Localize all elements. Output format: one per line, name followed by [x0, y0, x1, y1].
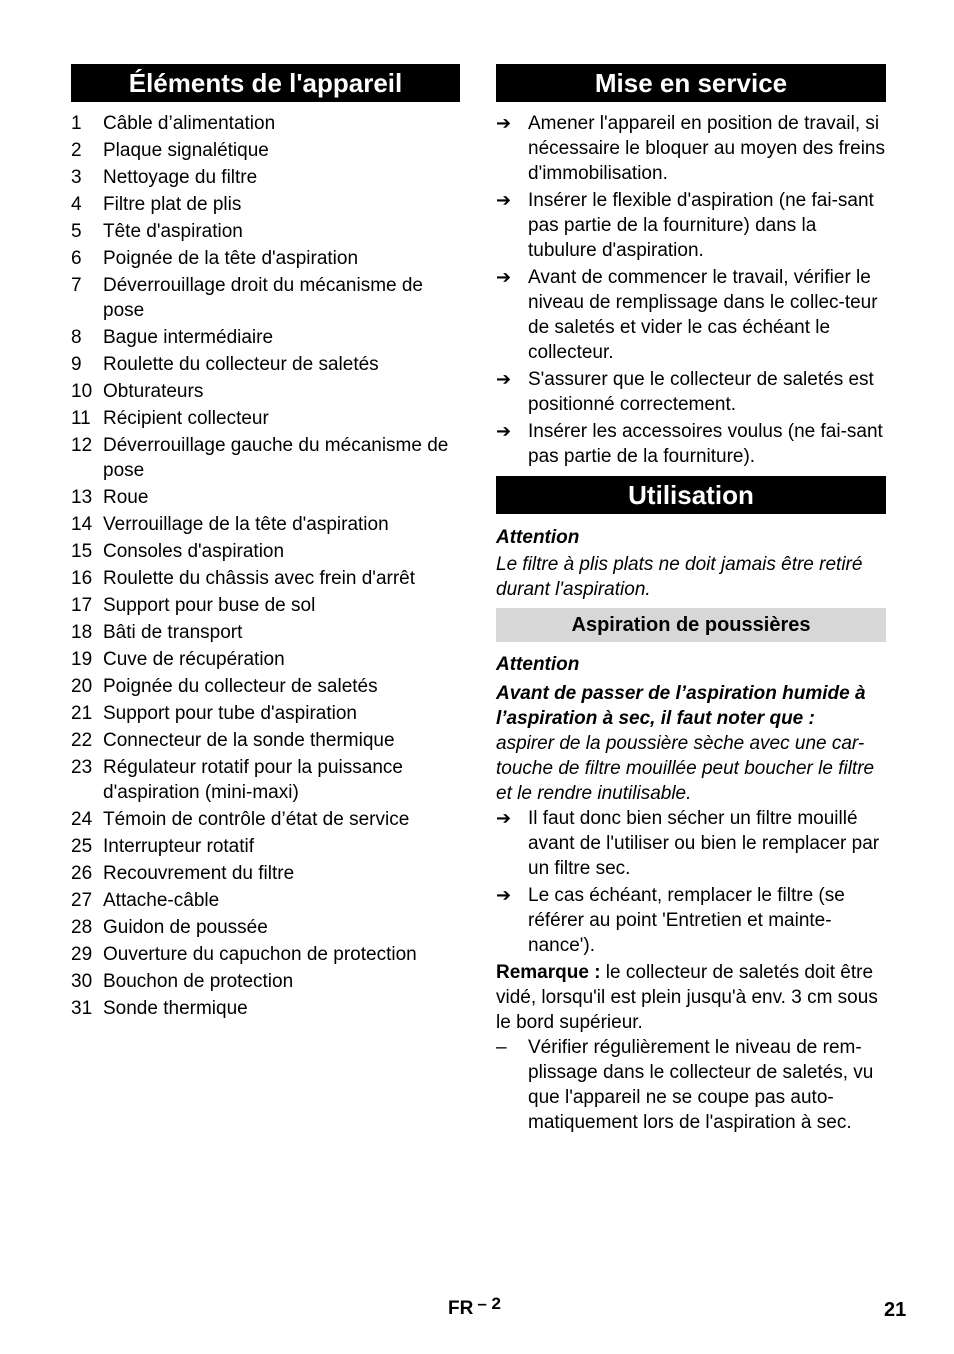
- step-text: Insérer le flexible d'aspiration (ne fai-sant pas partie de la fourniture) dans la tubulure d'aspiration.: [528, 190, 874, 261]
- list-item-number: 3: [71, 167, 82, 188]
- attention-label-2: Attention: [496, 654, 580, 675]
- step-item: [496, 188, 886, 263]
- list-item-label: Attache-câble: [103, 890, 220, 911]
- list-item-number: 11: [71, 408, 91, 429]
- left-column: [71, 64, 460, 1023]
- attention-text-1: Le filtre à plis plats ne doit jamais être retiré durant l'aspiration.: [496, 554, 863, 600]
- list-item: [71, 165, 460, 190]
- list-item-number: 12: [71, 435, 93, 456]
- list-item-label: Roulette du châssis avec frein d'arrêt: [103, 568, 416, 589]
- list-item: [71, 807, 460, 832]
- list-item-number: 27: [71, 890, 93, 911]
- list-item-label: Déverrouillage gauche du mécanisme de pose: [103, 435, 449, 481]
- list-item: [71, 647, 460, 672]
- list-item: [71, 915, 460, 940]
- list-item: [71, 566, 460, 591]
- list-item-label: Bague intermédiaire: [103, 327, 274, 348]
- list-item-number: 21: [71, 703, 93, 724]
- list-item: [71, 593, 460, 618]
- dash-list: [496, 1035, 886, 1135]
- list-item-label: Bâti de transport: [103, 622, 243, 643]
- step-item: [496, 806, 886, 881]
- list-item: [71, 352, 460, 377]
- list-item-number: 18: [71, 622, 93, 643]
- footer-lang: FR: [448, 1298, 474, 1319]
- list-item: [71, 246, 460, 271]
- list-item: [71, 674, 460, 699]
- list-item: [71, 620, 460, 645]
- list-item: [71, 379, 460, 404]
- attention-label-1: Attention: [496, 527, 580, 548]
- arrow-right-icon: ➔: [496, 190, 512, 210]
- list-item-label: Déverrouillage droit du mécanisme de pose: [103, 275, 423, 321]
- list-item-number: 7: [71, 275, 82, 296]
- arrow-right-icon: ➔: [496, 267, 512, 287]
- step-item: [496, 883, 886, 958]
- step-text: Le cas échéant, remplacer le filtre (se référer au point 'Entretien et mainte-nance').: [528, 885, 845, 956]
- step-item: [496, 111, 886, 186]
- list-item-number: 28: [71, 917, 93, 938]
- list-item-label: Connecteur de la sonde thermique: [103, 730, 395, 751]
- list-item-number: 17: [71, 595, 93, 616]
- remark-text: le collecteur de saletés doit être vidé, lorsqu'il est plein jusqu'à env. 3 cm sous le bord supérieur.: [496, 962, 878, 1033]
- dash-marker: –: [496, 1037, 507, 1058]
- list-item-number: 8: [71, 327, 82, 348]
- step-item: [496, 265, 886, 365]
- list-item-label: Bouchon de protection: [103, 971, 294, 992]
- list-item-number: 14: [71, 514, 93, 535]
- step-item: [496, 367, 886, 417]
- arrow-right-icon: ➔: [496, 808, 512, 828]
- arrow-right-icon: ➔: [496, 369, 512, 389]
- list-item-label: Régulateur rotatif pour la puissance d'aspiration (mini-maxi): [103, 757, 403, 803]
- section-title-mise-en-service: Mise en service: [496, 64, 886, 102]
- section-title-utilisation: Utilisation: [496, 476, 886, 514]
- list-item-label: Obturateurs: [103, 381, 204, 402]
- parts-list: [71, 111, 460, 1021]
- list-item-label: Support pour tube d'aspiration: [103, 703, 357, 724]
- list-item: [71, 406, 460, 431]
- list-item-number: 5: [71, 221, 82, 242]
- attention-bold-text-2: Avant de passer de l’aspiration humide à l’aspiration à sec, il faut noter que :: [496, 683, 866, 729]
- list-item-number: 9: [71, 354, 82, 375]
- list-item-number: 29: [71, 944, 93, 965]
- list-item-label: Câble d’alimentation: [103, 113, 276, 134]
- list-item-number: 26: [71, 863, 93, 884]
- list-item-number: 4: [71, 194, 82, 215]
- list-item-label: Verrouillage de la tête d'aspiration: [103, 514, 389, 535]
- dash-item: [496, 1035, 886, 1135]
- step-item: [496, 419, 886, 469]
- step-text: Il faut donc bien sécher un filtre mouillé avant de l'utiliser ou bien le remplacer par un filtre sec.: [528, 808, 880, 879]
- list-item-number: 6: [71, 248, 82, 269]
- right-column: [496, 64, 886, 1137]
- list-item-label: Témoin de contrôle d’état de service: [103, 809, 410, 830]
- list-item: [71, 942, 460, 967]
- list-item-number: 31: [71, 998, 93, 1019]
- list-item-label: Nettoyage du filtre: [103, 167, 258, 188]
- list-item: [71, 996, 460, 1021]
- list-item-number: 19: [71, 649, 93, 670]
- list-item-label: Interrupteur rotatif: [103, 836, 255, 857]
- list-item-label: Consoles d'aspiration: [103, 541, 285, 562]
- list-item-number: 25: [71, 836, 93, 857]
- list-item: [71, 539, 460, 564]
- step-text: S'assurer que le collecteur de saletés est positionné correctement.: [528, 369, 874, 415]
- list-item-number: 13: [71, 487, 93, 508]
- list-item-number: 16: [71, 568, 93, 589]
- list-item-label: Cuve de récupération: [103, 649, 285, 670]
- list-item-label: Plaque signalétique: [103, 140, 269, 161]
- list-item-number: 20: [71, 676, 93, 697]
- list-item: [71, 192, 460, 217]
- list-item-label: Support pour buse de sol: [103, 595, 316, 616]
- list-item: [71, 888, 460, 913]
- list-item: [71, 512, 460, 537]
- list-item-label: Roulette du collecteur de saletés: [103, 354, 379, 375]
- arrow-right-icon: ➔: [496, 421, 512, 441]
- list-item: [71, 728, 460, 753]
- list-item: [71, 219, 460, 244]
- mise-en-service-steps: [496, 111, 886, 469]
- step-text: Amener l'appareil en position de travail, si nécessaire le bloquer au moyen des freins d'immobilisation.: [528, 113, 885, 184]
- list-item-label: Tête d'aspiration: [103, 221, 243, 242]
- list-item-number: 24: [71, 809, 93, 830]
- list-item-label: Ouverture du capuchon de protection: [103, 944, 417, 965]
- list-item-number: 2: [71, 140, 82, 161]
- section-title-elements: Éléments de l'appareil: [71, 64, 460, 102]
- list-item-number: 10: [71, 381, 93, 402]
- list-item: [71, 433, 460, 483]
- list-item: [71, 861, 460, 886]
- list-item-label: Sonde thermique: [103, 998, 248, 1019]
- list-item-label: Récipient collecteur: [103, 408, 269, 429]
- attention-text-2: aspirer de la poussière sèche avec une car-touche de filtre mouillée peut boucher le filtre et le rendre inutilisable.: [496, 733, 875, 804]
- remark-label: Remarque :: [496, 962, 601, 983]
- list-item-label: Recouvrement du filtre: [103, 863, 295, 884]
- footer-section-marker: [448, 1296, 501, 1321]
- footer-section: – 2: [477, 1294, 501, 1313]
- dash-item-text: Vérifier régulièrement le niveau de rem-plissage dans le collecteur de saletés, vu que l'appareil ne se coupe pas auto-matiquement lors de l'aspiration à sec.: [528, 1037, 874, 1133]
- arrow-right-icon: ➔: [496, 885, 512, 905]
- list-item-number: 22: [71, 730, 93, 751]
- arrow-right-icon: ➔: [496, 113, 512, 133]
- list-item: [71, 138, 460, 163]
- list-item-number: 30: [71, 971, 93, 992]
- page-number: 21: [884, 1299, 907, 1321]
- list-item-number: 15: [71, 541, 93, 562]
- list-item-number: 1: [71, 113, 82, 134]
- list-item: [71, 485, 460, 510]
- list-item: [71, 969, 460, 994]
- list-item: [71, 701, 460, 726]
- step-text: Avant de commencer le travail, vérifier le niveau de remplissage dans le collec-teur de saletés et vider le cas échéant le collecteur.: [528, 267, 878, 363]
- list-item: [71, 755, 460, 805]
- list-item-label: Poignée de la tête d'aspiration: [103, 248, 359, 269]
- list-item-label: Roue: [103, 487, 149, 508]
- remark-paragraph: [496, 960, 886, 1035]
- list-item-label: Poignée du collecteur de saletés: [103, 676, 378, 697]
- subsection-title-aspiration: Aspiration de poussières: [496, 608, 886, 642]
- utilisation-steps: [496, 806, 886, 958]
- list-item-label: Filtre plat de plis: [103, 194, 242, 215]
- list-item: [71, 325, 460, 350]
- list-item-label: Guidon de poussée: [103, 917, 268, 938]
- list-item-number: 23: [71, 757, 93, 778]
- list-item: [71, 111, 460, 136]
- list-item: [71, 834, 460, 859]
- list-item: [71, 273, 460, 323]
- step-text: Insérer les accessoires voulus (ne fai-sant pas partie de la fourniture).: [528, 421, 883, 467]
